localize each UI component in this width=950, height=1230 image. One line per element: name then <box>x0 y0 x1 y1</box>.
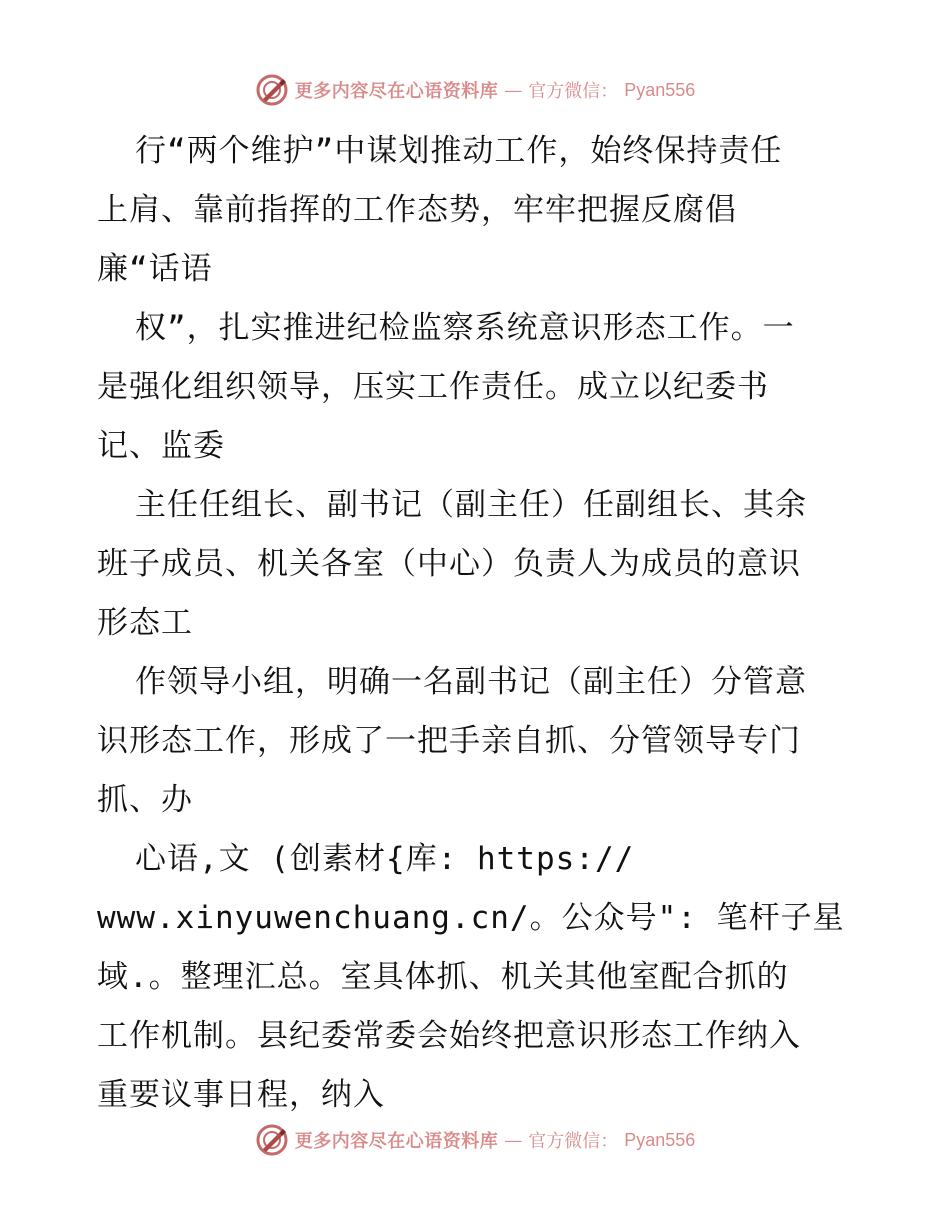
text-line: 权”，扎实推进纪检监察系统意识形态工作。一 <box>135 310 795 346</box>
banner-dash: — <box>504 1129 523 1151</box>
text-line: 形态工 <box>97 605 193 641</box>
pen-logo-icon <box>255 73 289 107</box>
text-line: 班子成员、机关各室（中心）负责人为成员的意识 <box>97 546 801 582</box>
text-line: 工作机制。县纪委常委会始终把意识形态工作纳入 <box>97 1018 801 1054</box>
text-line: 域.。整理汇总。室具体抓、机关其他室配合抓的 <box>97 959 789 995</box>
text-line: 心语,文 (创素材{库: https:// <box>135 841 635 877</box>
header-banner <box>0 70 950 110</box>
text-line: 重要议事日程，纳入 <box>97 1077 385 1113</box>
text-line: 是强化组织领导，压实工作责任。成立以纪委书 <box>97 369 769 405</box>
text-line: 作领导小组，明确一名副书记（副主任）分管意 <box>135 664 807 700</box>
text-line: www.xinyuwenchuang.cn/。公众号": 笔杆子星 <box>97 900 845 936</box>
banner-wechat-id: Pyan556 <box>624 1129 696 1150</box>
banner-wechat-label: 官方微信： <box>528 1131 619 1152</box>
text-line: 主任任组长、副书记（副主任）任副组长、其余 <box>135 487 807 523</box>
banner-main-text: 更多内容尽在心语资料库 <box>294 1131 499 1152</box>
banner-main-text: 更多内容尽在心语资料库 <box>294 81 499 102</box>
footer-banner <box>0 1120 950 1160</box>
banner-dash: — <box>504 79 523 101</box>
banner-wechat-id: Pyan556 <box>624 79 696 100</box>
text-line: 抓、办 <box>97 782 193 818</box>
text-line: 廉“话语 <box>97 251 213 287</box>
text-line: 行“两个维护”中谋划推动工作，始终保持责任 <box>135 133 783 169</box>
text-line: 记、监委 <box>97 428 225 464</box>
pen-logo-icon <box>255 1123 289 1157</box>
text-line: 识形态工作，形成了一把手亲自抓、分管领导专门 <box>97 723 801 759</box>
body-text <box>97 122 857 1125</box>
text-line: 上肩、靠前指挥的工作态势，牢牢把握反腐倡 <box>97 192 737 228</box>
banner-wechat-label: 官方微信： <box>528 81 619 102</box>
